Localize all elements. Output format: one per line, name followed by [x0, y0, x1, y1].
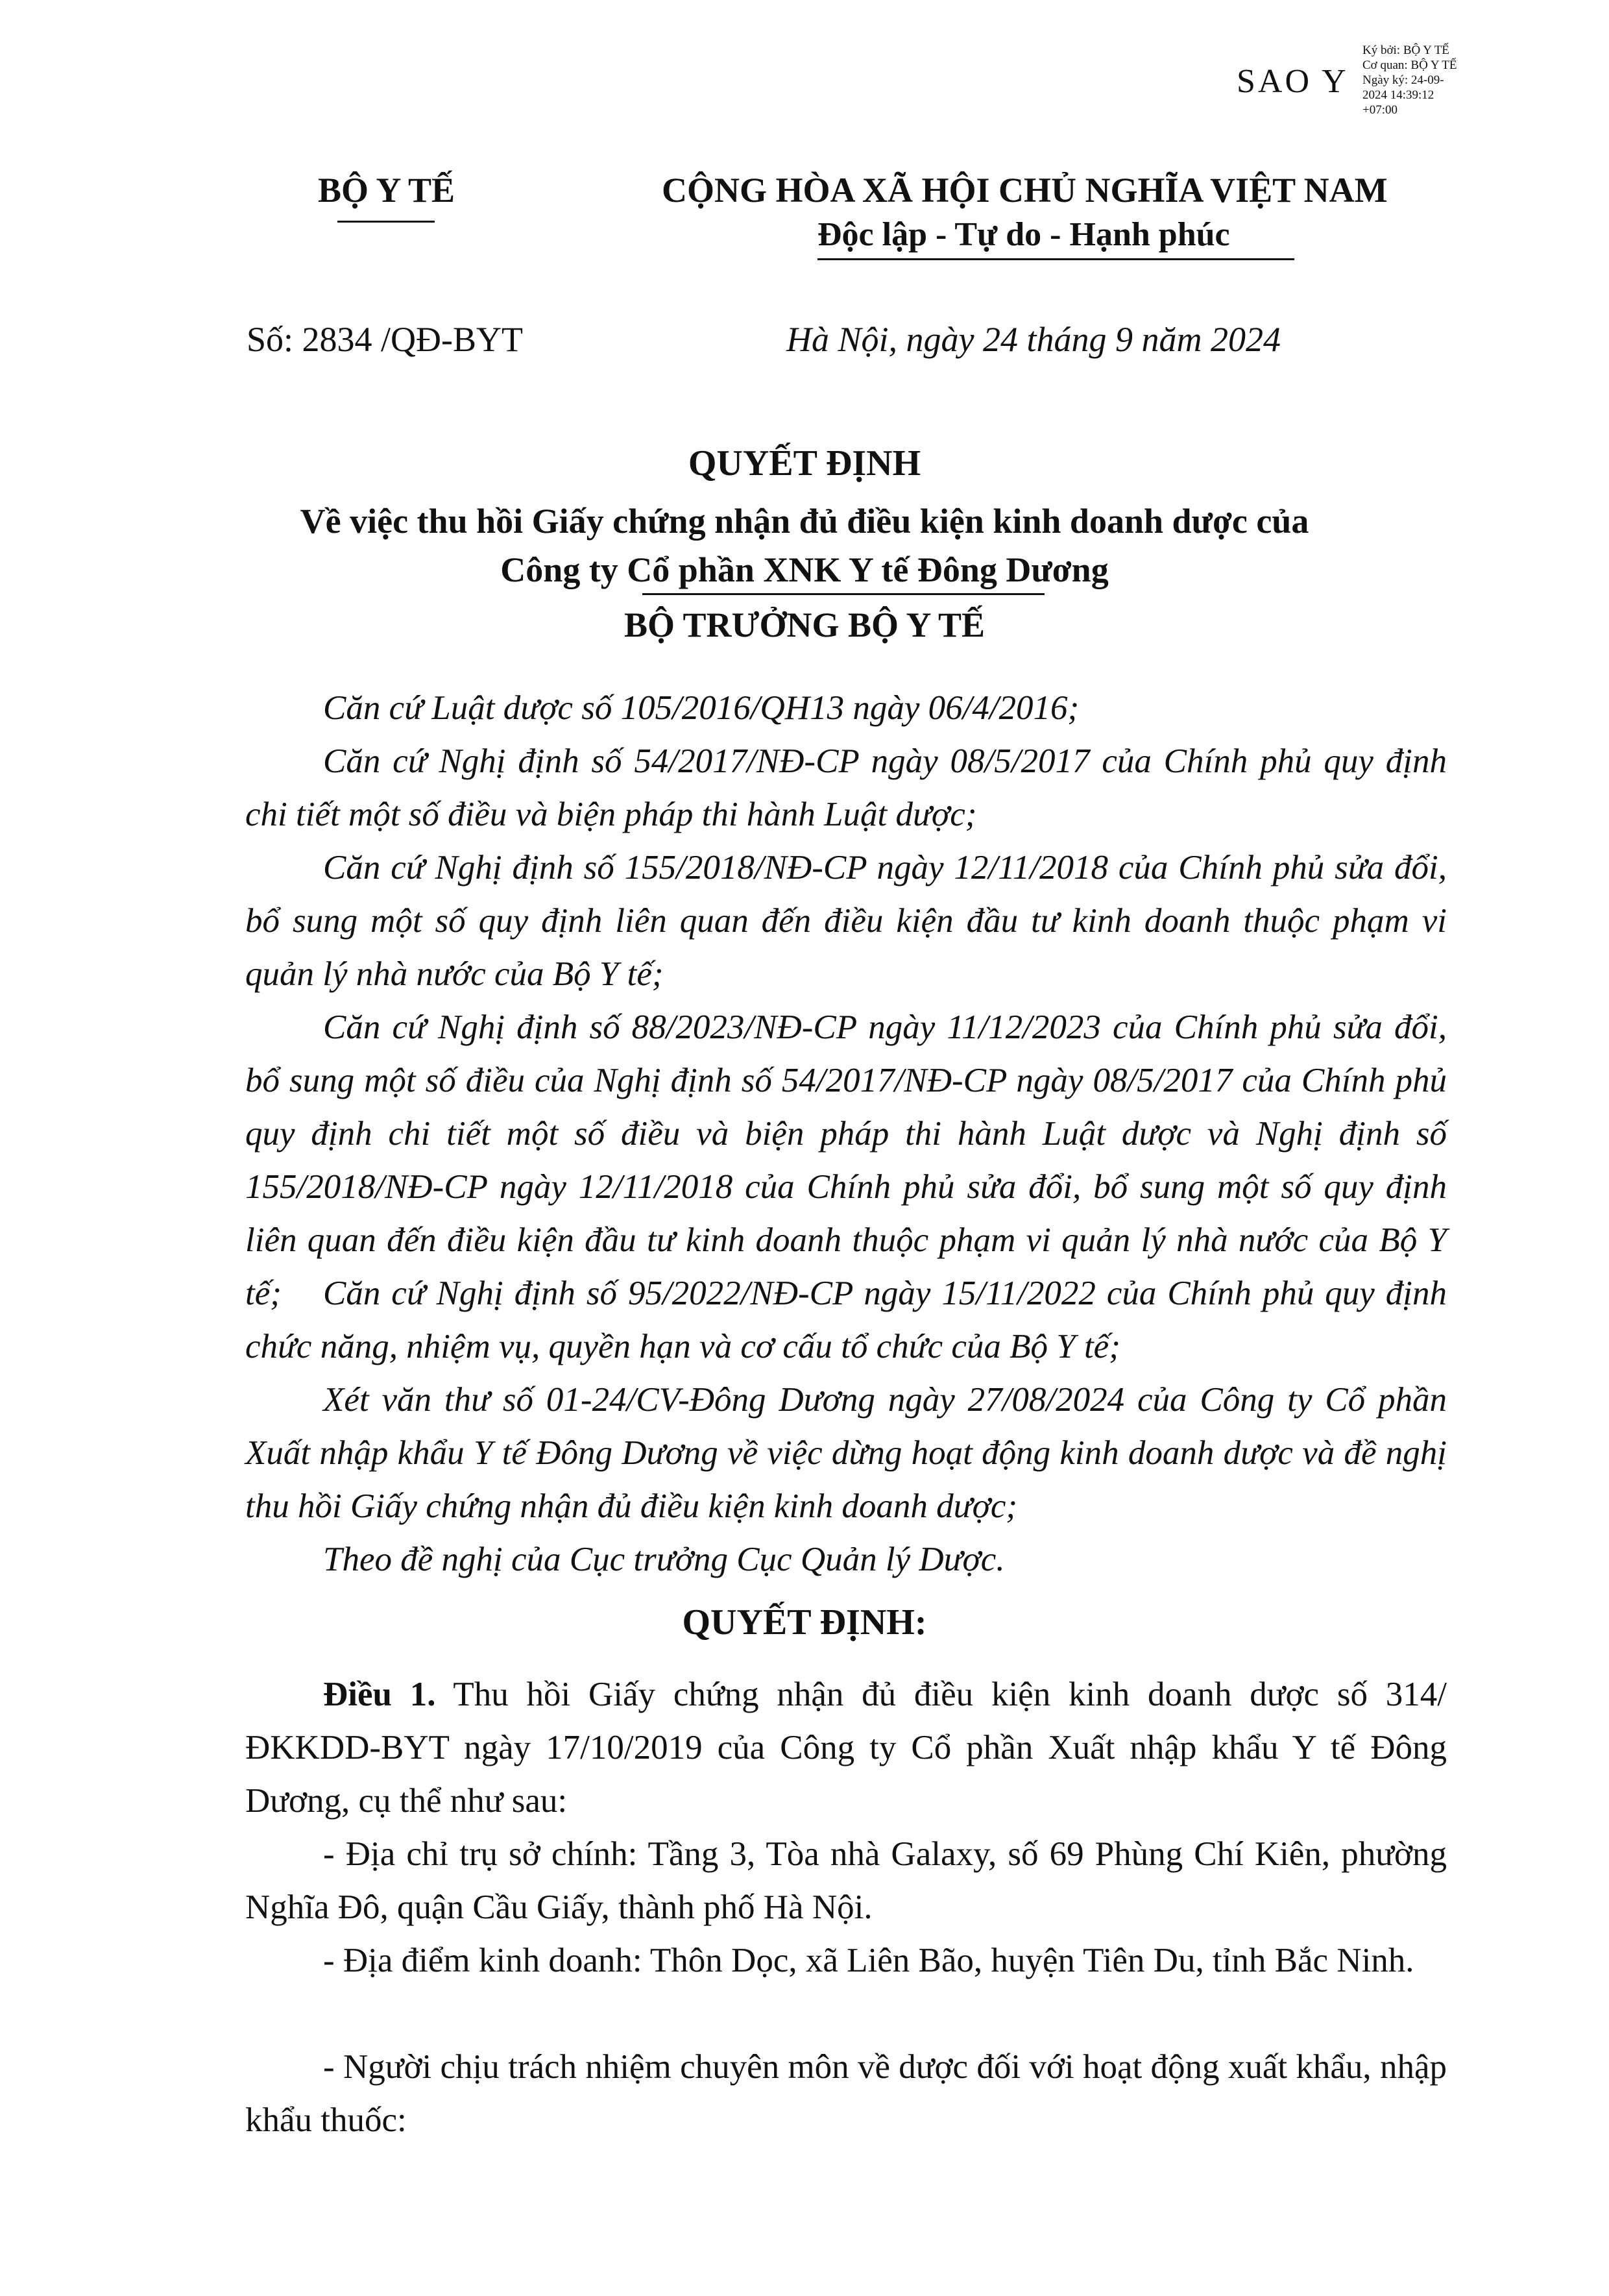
detail-item: - Người chịu trách nhiệm chuyên môn về dược đối với hoạt động xuất khẩu, nhập khẩu thuốc: — [245, 2048, 1447, 2139]
signature-line: Ngày ký: 24-09- — [1362, 73, 1444, 87]
motto-underline — [817, 258, 1294, 260]
issuing-agency: BỘ Y TẾ — [318, 171, 455, 210]
copy-stamp-label: SAO Y — [1237, 63, 1349, 100]
preamble-paragraph: Theo đề nghị của Cục trưởng Cục Quản lý Dược. — [323, 1541, 1005, 1578]
national-motto: Độc lập - Tự do - Hạnh phúc — [817, 216, 1230, 253]
signature-line: 2024 14:39:12 — [1362, 88, 1434, 102]
preamble-paragraph: Căn cứ Luật dược số 105/2016/QH13 ngày 06/4/2016; — [323, 689, 1080, 727]
subject-line-2: Công ty Cổ phần XNK Y tế Đông Dương — [500, 550, 1109, 589]
preamble-paragraph: Xét văn thư số 01-24/CV-Đông Dương ngày 27/08/2024 của Công ty Cổ phần Xuất nhập khẩu Y tế Đông Dương về việc dừng hoạt động kinh doanh dược và đề nghị thu hồi Giấy chứng nhận đủ điều kiện kinh doanh dược; — [245, 1381, 1447, 1525]
article-1-text: Thu hồi Giấy chứng nhận đủ điều kiện kinh doanh dược số 314/ĐKKDD-BYT ngày 17/10/2019 của Công ty Cổ phần Xuất nhập khẩu Y tế Đông Dương, cụ thể như sau: — [245, 1676, 1447, 1820]
preamble-paragraph: Căn cứ Nghị định số 95/2022/NĐ-CP ngày 15/11/2022 của Chính phủ quy định chức năng, nhiệm vụ, quyền hạn và cơ cấu tổ chức của Bộ Y tế; — [245, 1275, 1447, 1365]
document-number: Số: 2834 /QĐ-BYT — [247, 320, 524, 359]
signature-line: Ký bởi: BỘ Y TẾ — [1362, 43, 1449, 57]
article-1-paragraph — [245, 1668, 1447, 1827]
preamble-paragraph: Căn cứ Nghị định số 54/2017/NĐ-CP ngày 08/5/2017 của Chính phủ quy định chi tiết một số điều và biện pháp thi hành Luật dược; — [245, 742, 1447, 833]
national-title: CỘNG HÒA XÃ HỘI CHỦ NGHĨA VIỆT NAM — [662, 171, 1388, 210]
detail-item: - Địa điểm kinh doanh: Thôn Dọc, xã Liên Bão, huyện Tiên Du, tỉnh Bắc Ninh. — [323, 1942, 1414, 1979]
agency-underline — [337, 221, 435, 223]
digital-signature-block — [1362, 43, 1492, 117]
preamble-paragraph: Căn cứ Nghị định số 88/2023/NĐ-CP ngày 11/12/2023 của Chính phủ sửa đổi, bổ sung một số điều của Nghị định số 54/2017/NĐ-CP ngày 08/5/2017 của Chính phủ quy định chi tiết một số điều và biện pháp thi hành Luật dược và Nghị định số 155/2018/NĐ-CP ngày 12/11/2018 của Chính phủ sửa đổi, bổ sung một số quy định liên quan đến điều kiện đầu tư kinh doanh thuộc phạm vi quản lý nhà nước của Bộ Y tế; — [245, 1008, 1447, 1312]
preamble-paragraph: Căn cứ Nghị định số 155/2018/NĐ-CP ngày 12/11/2018 của Chính phủ sửa đổi, bổ sung một số quy định liên quan đến điều kiện đầu tư kinh doanh thuộc phạm vi quản lý nhà nước của Bộ Y tế; — [245, 849, 1447, 993]
place-date: Hà Nội, ngày 24 tháng 9 năm 2024 — [786, 320, 1281, 359]
subject-line-1: Về việc thu hồi Giấy chứng nhận đủ điều kiện kinh doanh dược của — [300, 502, 1309, 541]
document-type-title: QUYẾT ĐỊNH — [688, 443, 921, 483]
signature-line: Cơ quan: BỘ Y TẾ — [1362, 58, 1457, 72]
decision-heading: QUYẾT ĐỊNH: — [682, 1602, 927, 1643]
detail-item: - Địa chỉ trụ sở chính: Tầng 3, Tòa nhà Galaxy, số 69 Phùng Chí Kiên, phường Nghĩa Đô, quận Cầu Giấy, thành phố Hà Nội. — [245, 1835, 1447, 1926]
subject-underline — [642, 593, 1045, 595]
article-1-label: Điều 1. — [323, 1676, 436, 1713]
authority-title: BỘ TRƯỞNG BỘ Y TẾ — [623, 605, 986, 644]
signature-line: +07:00 — [1362, 103, 1397, 117]
